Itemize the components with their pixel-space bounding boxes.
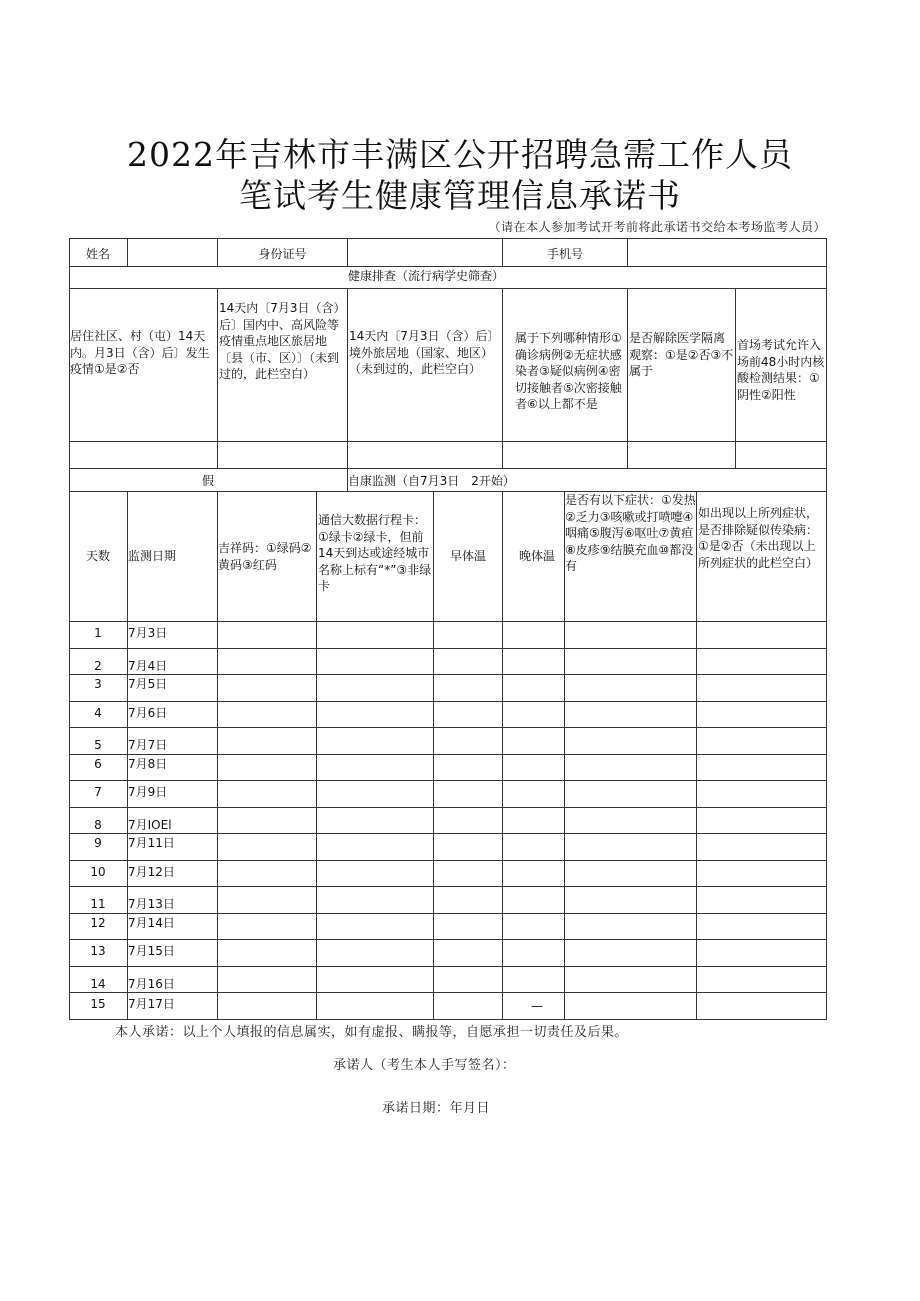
travel-card-cell[interactable] (318, 622, 433, 647)
symptoms-cell[interactable] (565, 967, 696, 991)
symptoms-cell[interactable] (565, 861, 696, 885)
health-code-cell[interactable] (218, 940, 316, 965)
exclude-cell[interactable] (697, 834, 826, 859)
symptoms-cell[interactable] (565, 755, 696, 779)
header-date: 监测日期 (128, 549, 177, 563)
name-label: 姓名 (85, 247, 110, 261)
morning-temp-cell[interactable] (434, 993, 502, 1019)
row-date: 7月12日 (128, 865, 175, 879)
header-health-code: 吉祥码：①绿码②黄码③红码 (218, 541, 312, 572)
morning-temp-cell[interactable] (434, 861, 502, 885)
health-code-cell[interactable] (218, 861, 316, 885)
row-day-number: 2 (94, 659, 102, 673)
row-day-number: 12 (90, 916, 106, 930)
exclude-cell[interactable] (697, 993, 826, 1019)
morning-temp-cell[interactable] (434, 834, 502, 859)
name-field[interactable] (128, 240, 216, 264)
screening-col-domestic-risk: 14天内〔7月3日（含）后〕国内中、高风险等疫情重点地区旅居地〔县（市、区）〕（未到过的，此栏空白） (219, 301, 346, 381)
header-symptoms: 是否有以下症状：①发热②乏力③咳嗽或打喷嚏④咽痛⑤腹泻⑥呕吐⑦黄疸⑧皮疹⑨结膜充血⑩都没有 (565, 493, 696, 573)
screening-col-quarantine: 是否解除医学隔离观察：①是②否③不属于 (629, 331, 734, 378)
morning-temp-cell[interactable] (434, 622, 502, 647)
symptoms-cell[interactable] (565, 728, 696, 753)
health-code-cell[interactable] (218, 887, 316, 912)
row-day-number: 11 (90, 897, 106, 911)
health-code-cell[interactable] (218, 967, 316, 991)
morning-temp-cell[interactable] (434, 808, 502, 832)
row-day-number: 3 (94, 677, 102, 691)
evening-temp-cell[interactable] (503, 834, 564, 859)
exclude-cell[interactable] (697, 649, 826, 673)
health-code-cell[interactable] (218, 728, 316, 753)
health-code-cell[interactable] (218, 649, 316, 673)
monitor-section-title: 自康监测（自7月3日 2开始） (348, 474, 515, 488)
symptoms-cell[interactable] (565, 781, 696, 806)
symptoms-cell[interactable] (565, 808, 696, 832)
row-day-number: 4 (94, 706, 102, 720)
travel-card-cell[interactable] (318, 702, 433, 726)
header-morning-temp: 早体温 (449, 549, 486, 563)
phone-field[interactable] (628, 240, 825, 264)
row-date: 7月15日 (128, 944, 175, 958)
symptoms-cell[interactable] (565, 622, 696, 647)
pledge-statement: 本人承诺：以上个人填报的信息属实，如有虚报、瞒报等，自愿承担一切责任及后果。 (115, 1025, 629, 1040)
health-form-table (69, 238, 827, 1020)
travel-card-cell[interactable] (318, 834, 433, 859)
screening-col-case-type: 属于下列哪种情形①确诊病例②无症状感染者③疑似病例④密切接触者⑤次密接触者⑥以上都不是 (515, 331, 622, 411)
travel-card-cell[interactable] (318, 649, 433, 673)
symptoms-cell[interactable] (565, 649, 696, 673)
health-code-cell[interactable] (218, 622, 316, 647)
evening-temp-cell[interactable] (503, 808, 564, 832)
exclude-cell[interactable] (697, 967, 826, 991)
morning-temp-cell[interactable] (434, 702, 502, 726)
evening-temp-cell[interactable] (503, 702, 564, 726)
evening-temp-cell[interactable] (503, 914, 564, 938)
travel-card-cell[interactable] (318, 808, 433, 832)
header-travel-card: 通信大数据行程卡：①绿卡②绿卡，但前14天到达或途经城市名称上标有“*”③非绿卡 (318, 513, 432, 593)
travel-card-cell[interactable] (318, 914, 433, 938)
morning-temp-cell[interactable] (434, 755, 502, 779)
health-code-cell[interactable] (218, 675, 316, 700)
morning-temp-cell[interactable] (434, 649, 502, 673)
screening-answer-1[interactable] (70, 443, 216, 467)
row-date: 7月14日 (128, 916, 175, 930)
symptoms-cell[interactable] (565, 914, 696, 938)
row-day-number: 14 (90, 977, 106, 991)
health-code-cell[interactable] (218, 755, 316, 779)
screening-answer-5[interactable] (628, 443, 734, 467)
row-day-number: 7 (94, 785, 102, 799)
symptoms-cell[interactable] (565, 993, 696, 1019)
monitor-left-label: 假 (202, 474, 215, 488)
row-date: 7月3日 (128, 626, 168, 640)
evening-temp-cell[interactable] (503, 649, 564, 673)
morning-temp-cell[interactable] (434, 781, 502, 806)
exclude-cell[interactable] (697, 675, 826, 700)
morning-temp-cell[interactable] (434, 967, 502, 991)
header-evening-temp: 晚体温 (519, 549, 556, 563)
row-day-number: 5 (94, 738, 102, 752)
row-date: 7月17日 (128, 997, 175, 1011)
signer-line: 承诺人（考生本人手写签名）： (333, 1058, 516, 1073)
submission-note: （请在本人参加考试开考前将此承诺书交给本考场监考人员） (488, 220, 826, 234)
evening-temp-cell[interactable] (503, 861, 564, 885)
exclude-cell[interactable] (697, 808, 826, 832)
travel-card-cell[interactable] (318, 940, 433, 965)
row-date: 7月5日 (128, 677, 168, 691)
row-date: 7月16日 (128, 977, 175, 991)
travel-card-cell[interactable] (318, 728, 433, 753)
header-day: 天数 (85, 549, 110, 563)
travel-card-cell[interactable] (318, 887, 433, 912)
symptoms-cell[interactable] (565, 887, 696, 912)
page-title: 2022年吉林市丰满区公开招聘急需工作人员 (127, 135, 793, 174)
exclude-cell[interactable] (697, 755, 826, 779)
screening-answer-6[interactable] (736, 443, 825, 467)
exclude-cell[interactable] (697, 728, 826, 753)
morning-temp-cell[interactable] (434, 887, 502, 912)
evening-temp-cell[interactable] (503, 755, 564, 779)
screening-answer-2[interactable] (218, 443, 346, 467)
screening-col-nucleic-test: 首场考试允许入场前48小时内核酸检测结果：①阴性②阳性 (737, 338, 825, 402)
travel-card-cell[interactable] (318, 967, 433, 991)
symptoms-cell[interactable] (565, 834, 696, 859)
screening-col-overseas: 14天内〔7月3日（含）后〕境外旅居地（国家、地区）（未到过的，此栏空白） (349, 329, 500, 376)
row-date: 7月8日 (128, 757, 168, 771)
exclude-cell[interactable] (697, 781, 826, 806)
travel-card-cell[interactable] (318, 993, 433, 1019)
row-date: 7月4日 (128, 659, 168, 673)
symptoms-cell[interactable] (565, 702, 696, 726)
id-field[interactable] (348, 240, 501, 264)
screening-answer-3[interactable] (348, 443, 501, 467)
page-subtitle: 笔试考生健康管理信息承诺书 (239, 176, 681, 215)
evening-temp-cell[interactable] (503, 781, 564, 806)
evening-temp-cell[interactable] (503, 728, 564, 753)
screening-section-title: 健康排查（流行病学史筛查） (348, 269, 505, 283)
row-day-number: 9 (94, 836, 102, 850)
morning-temp-cell[interactable] (434, 728, 502, 753)
exclude-cell[interactable] (697, 702, 826, 726)
row-day-number: 6 (94, 757, 102, 771)
row-day-number: 10 (90, 865, 106, 879)
row-date: 7月11日 (128, 836, 175, 850)
health-code-cell[interactable] (218, 834, 316, 859)
row-day-number: 8 (94, 818, 102, 832)
evening-temp-cell[interactable] (503, 675, 564, 700)
evening-temp-cell[interactable] (503, 887, 564, 912)
health-code-cell[interactable] (218, 702, 316, 726)
exclude-cell[interactable] (697, 887, 826, 912)
exclude-cell[interactable] (697, 861, 826, 885)
symptoms-cell[interactable] (565, 675, 696, 700)
morning-temp-cell[interactable] (434, 940, 502, 965)
row-date: 7月9日 (128, 785, 168, 799)
travel-card-cell[interactable] (318, 861, 433, 885)
evening-temp-cell[interactable] (503, 940, 564, 965)
travel-card-cell[interactable] (318, 675, 433, 700)
row-date: 7月7日 (128, 738, 168, 752)
row-day-number: 13 (90, 944, 106, 958)
exclude-cell[interactable] (697, 940, 826, 965)
screening-answer-4[interactable] (503, 443, 626, 467)
last-row-mark: — (531, 999, 543, 1013)
health-code-cell[interactable] (218, 808, 316, 832)
health-code-cell[interactable] (218, 993, 316, 1019)
symptoms-cell[interactable] (565, 940, 696, 965)
row-day-number: 1 (94, 626, 102, 640)
health-code-cell[interactable] (218, 781, 316, 806)
phone-label: 手机号 (546, 247, 583, 261)
pledge-date: 承诺日期：年月日 (382, 1101, 491, 1116)
travel-card-cell[interactable] (318, 755, 433, 779)
evening-temp-cell[interactable] (503, 967, 564, 991)
exclude-cell[interactable] (697, 914, 826, 938)
morning-temp-cell[interactable] (434, 675, 502, 700)
exclude-cell[interactable] (697, 622, 826, 647)
health-code-cell[interactable] (218, 914, 316, 938)
row-date: 7月13日 (128, 897, 175, 911)
header-exclude-disease: 如出现以上所列症状，是否排除疑似传染病：①是②否（未出现以上所列症状的此栏空白） (698, 506, 819, 570)
row-date: 7月IOEl (128, 818, 172, 832)
row-date: 7月6日 (128, 706, 168, 720)
travel-card-cell[interactable] (318, 781, 433, 806)
screening-col-community: 居住社区、村（屯）14天内。月3日（含）后〕发生疫情①是②否 (70, 329, 210, 376)
id-label: 身份证号 (258, 247, 307, 261)
morning-temp-cell[interactable] (434, 914, 502, 938)
row-day-number: 15 (90, 997, 106, 1011)
evening-temp-cell[interactable] (503, 622, 564, 647)
